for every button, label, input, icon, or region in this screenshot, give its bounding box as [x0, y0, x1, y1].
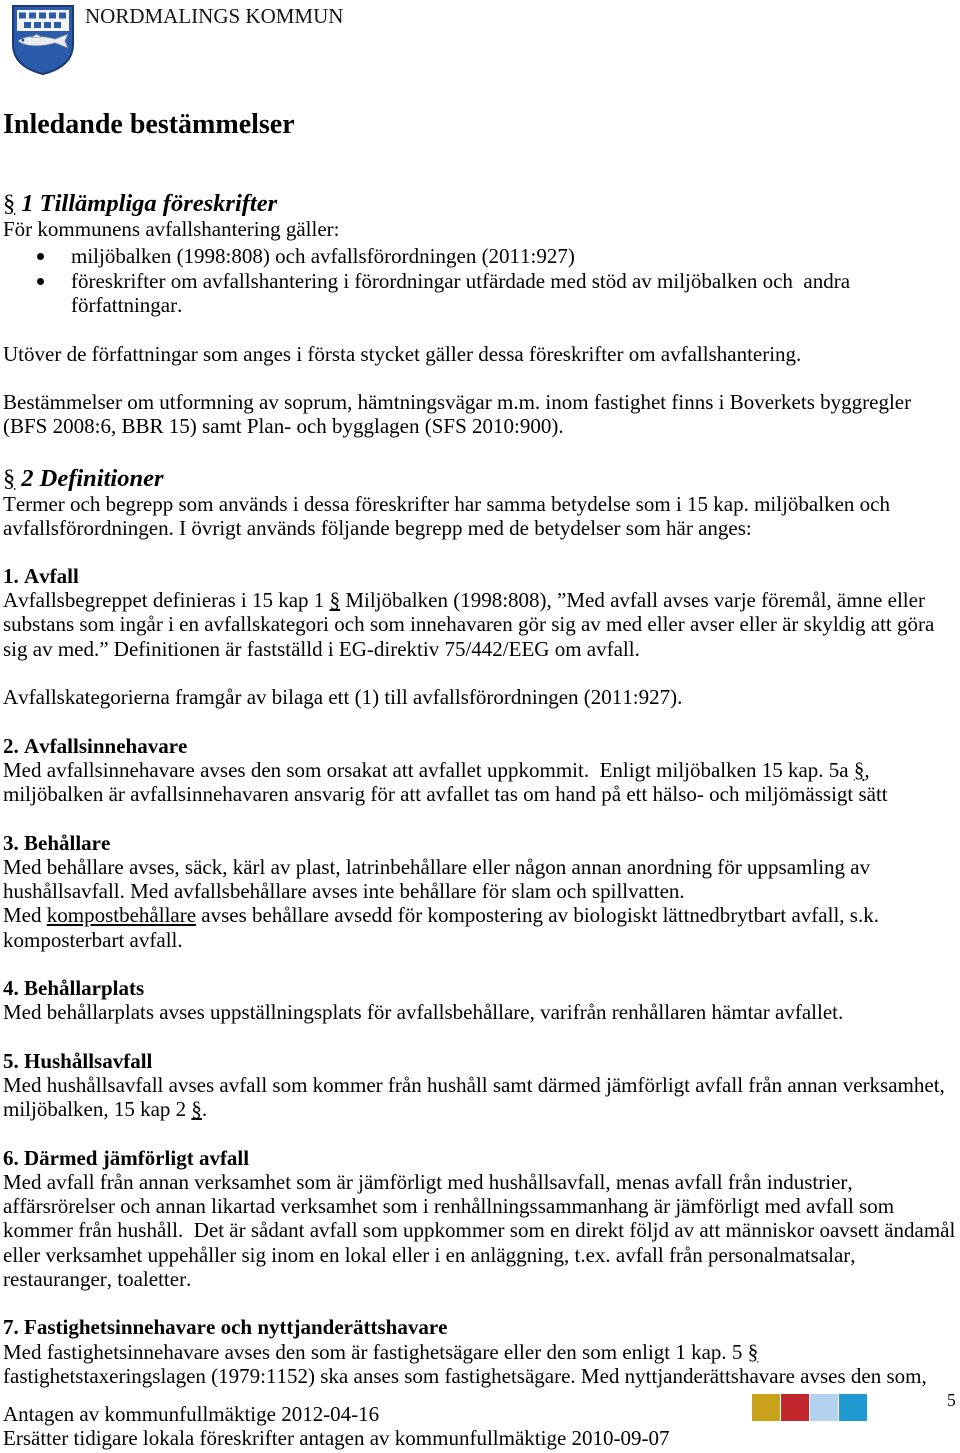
text-line [3, 758, 955, 782]
adopted-date-text: Antagen av kommunfullmäktige 2012-04-16 [3, 1402, 380, 1426]
text-line [3, 588, 955, 612]
text-line: hushållsavfall. Med avfallsbehållare avses inte behållare för slam och spillvatten. [3, 879, 685, 904]
text-line: komposterbart avfall. [3, 927, 183, 952]
text-segment: Med [3, 903, 47, 928]
term-title: 2. Avfallsinnehavare [3, 733, 188, 758]
paragraph-symbol: § [3, 465, 16, 492]
color-swatch-gold [752, 1394, 780, 1421]
term-paragraph [3, 1000, 955, 1024]
text-line: fastighetstaxeringslagen (1979:1152) ska anses som fastighetsägare. Med nyttjanderättshavare avses den som, [3, 1363, 927, 1388]
text-line: Bestämmelser om utformning av soprum, hämtningsvägar m.m. inom fastighet finns i Boverkets byggregler [3, 390, 912, 414]
text-line: restauranger, toaletter. [3, 1266, 192, 1291]
bullet-icon [37, 253, 44, 260]
coat-of-arms-icon [11, 4, 75, 76]
section-2-heading [3, 465, 164, 493]
paragraph [3, 390, 911, 438]
paragraph-symbol: § [191, 1097, 202, 1122]
section-lead [3, 492, 890, 540]
color-swatch-light-blue [810, 1394, 838, 1421]
term-title: 4. Behållarplats [3, 975, 145, 1000]
text-line: kommer från hushåll. Det är sådant avfall som uppkommer som en direkt följd av att människor oavsett ändamål [3, 1218, 956, 1243]
paragraph-symbol: § [747, 1339, 759, 1364]
page-title: Inledande bestämmelser [3, 109, 295, 140]
footer-notes [3, 1402, 670, 1450]
definition-term [3, 1146, 955, 1291]
definition-term [3, 564, 955, 709]
text-segment: . [201, 1097, 208, 1122]
text-line: eller verksamhet uppehåller sig inom en lokal eller i en anläggning, t.ex. avfall från personalmatsalar, [3, 1242, 856, 1267]
text-line: Utöver de författningar som anges i första stycket gäller dessa föreskrifter om avfallshantering. [3, 342, 802, 366]
definition-term [3, 976, 955, 1024]
term-title: 6. Därmed jämförligt avfall [3, 1145, 250, 1170]
term-paragraph [3, 588, 955, 661]
text-line: miljöbalken (1998:808) och avfallsförordningen (2011:927) [71, 244, 575, 268]
text-line: Med hushållsavfall avses avfall som kommer från hushåll samt därmed jämförligt avfall från annan verksamhet, [3, 1072, 945, 1097]
bullet-item [71, 244, 575, 268]
text-line: Med behållare avses, säck, kärl av plast, latrinbehållare eller någon annan anordning för uppsamling av [3, 854, 871, 879]
text-line: miljöbalken är avfallsinnehavaren ansvarig för att avfallet tas om hand på ett hälso- och miljömässigt sätt [3, 782, 888, 807]
color-swatch-blue [839, 1394, 867, 1421]
section-heading-text: 1 Tillämpliga föreskrifter [21, 190, 278, 217]
term-paragraph [3, 1340, 955, 1388]
definition-term [3, 734, 955, 807]
text-line: Med behållarplats avses uppställningsplats för avfallsbehållare, varifrån renhållaren hämtar avfallet. [3, 1000, 844, 1025]
definitions-list [3, 564, 955, 1388]
text-segment: miljöbalken, 15 kap 2 [3, 1097, 192, 1122]
underlined-term: kompostbehållare [46, 903, 197, 928]
text-line: substans som ingår i en avfallskategori och som innehavaren gör sig av med eller avser eller är skyldig att göra [3, 612, 935, 637]
paragraph-symbol: § [329, 588, 341, 613]
definition-term [3, 1315, 955, 1388]
text-line [3, 1097, 955, 1121]
section-heading-text: 2 Definitioner [21, 465, 164, 492]
replaces-text: Ersätter tidigare lokala föreskrifter antagen av kommunfullmäktige 2010-09-07 [3, 1426, 670, 1451]
text-line [3, 1340, 955, 1364]
text-line: avfallsförordningen. I övrigt används följande begrepp med de betydelser som här anges: [3, 516, 752, 541]
text-segment: Avfallsbegreppet definieras i 15 kap 1 [3, 588, 330, 613]
coat-of-arms-logo [11, 4, 75, 81]
color-bar [752, 1394, 867, 1421]
text-segment: avses behållare avsedd för kompostering av biologiskt lättnedbrytbart avfall, s.k. [196, 903, 879, 928]
section-lead: För kommunens avfallshantering gäller: [3, 217, 340, 241]
section-1-heading [3, 190, 277, 218]
paragraph-symbol: § [853, 757, 865, 782]
term-paragraph [3, 855, 955, 952]
text-line: sig av med.” Definitionen är fastställd i EG-direktiv 75/442/EEG om avfall. [3, 636, 640, 661]
org-name: NORDMALINGS KOMMUN [85, 4, 344, 28]
text-segment: Med avfallsinnehavare avses den som orsakat att avfallet uppkommit. Enligt miljöbalken 15 kap. 5a [3, 757, 854, 782]
term-paragraph [3, 1073, 955, 1121]
page-number: 5 [947, 1390, 956, 1410]
text-segment: Miljöbalken (1998:808), ”Med avfall avses varje föremål, ämne eller [340, 588, 925, 613]
text-line: Avfallskategorierna framgår av bilaga ett (1) till avfallsförordningen (2011:927). [3, 685, 683, 710]
text-segment: Med fastighetsinnehavare avses den som är fastighetsägare eller den som enligt 1 kap. 5 [3, 1339, 748, 1364]
term-title: 1. Avfall [3, 564, 79, 588]
text-line [3, 903, 955, 927]
term-title: 3. Behållare [3, 830, 111, 855]
paragraph [3, 342, 801, 366]
bullet-item [71, 269, 850, 317]
text-segment: , [864, 757, 870, 782]
color-swatch-red [781, 1394, 809, 1421]
text-line: författningar. [71, 293, 183, 318]
text-line: affärsrörelser och annan likartad verksamhet som i renhållningssammanhang är jämförligt med avfall som [3, 1194, 895, 1219]
definition-term [3, 1049, 955, 1122]
term-paragraph [3, 685, 955, 709]
definition-term [3, 831, 955, 952]
term-title: 5. Hushållsavfall [3, 1048, 153, 1073]
term-paragraph [3, 1170, 955, 1291]
text-line: Termer och begrepp som används i dessa föreskrifter har samma betydelse som i 15 kap. miljöbalken och [3, 492, 890, 516]
paragraph-symbol: § [3, 190, 16, 217]
text-line: Med avfall från annan verksamhet som är jämförligt med hushållsavfall, menas avfall från industrier, [3, 1169, 853, 1194]
text-line: föreskrifter om avfallshantering i förordningar utfärdade med stöd av miljöbalken och andra [71, 269, 851, 293]
term-title: 7. Fastighetsinnehavare och nyttjanderättshavare [3, 1315, 448, 1340]
term-paragraph [3, 758, 955, 806]
bullet-icon [37, 278, 44, 285]
text-line: (BFS 2008:6, BBR 15) samt Plan- och bygglagen (SFS 2010:900). [3, 414, 564, 439]
